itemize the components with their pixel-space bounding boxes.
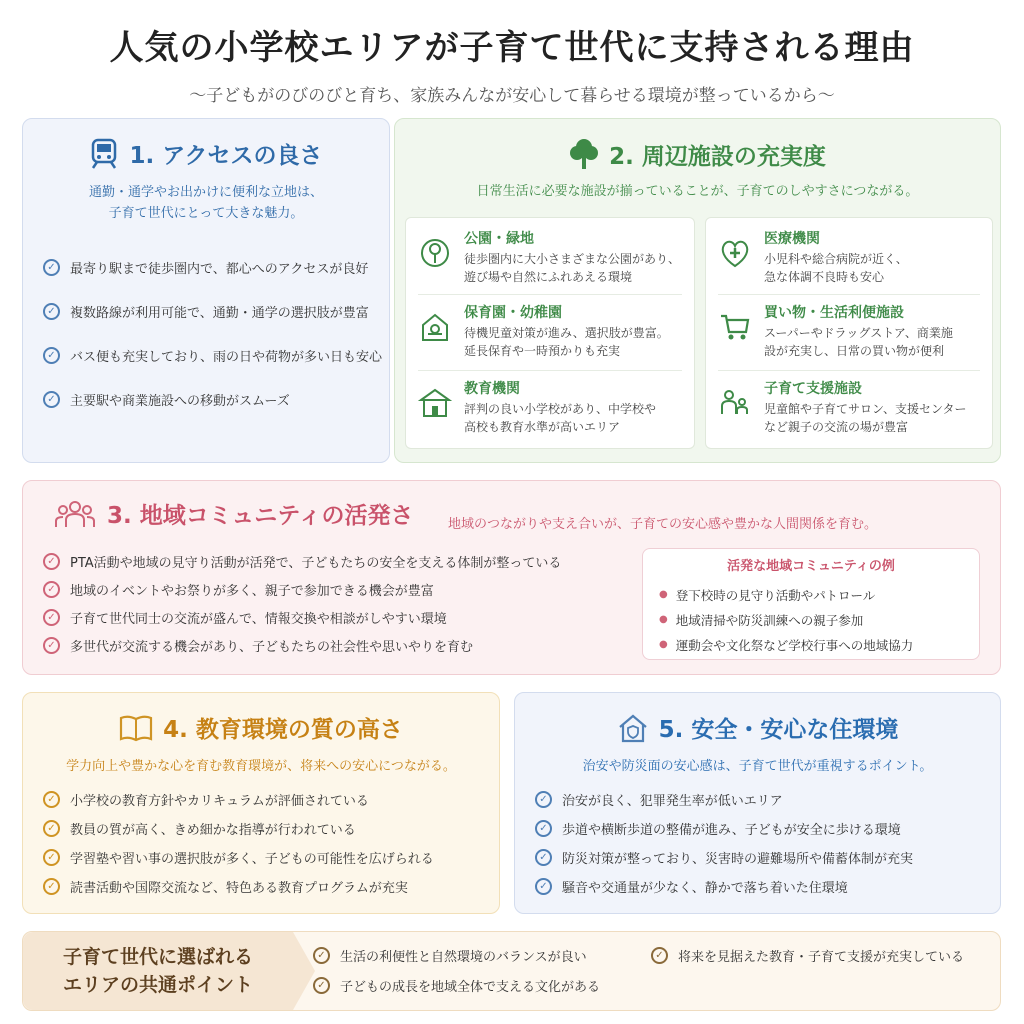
list-item [43, 843, 434, 872]
facility-desc: 急な体調不良時も安心 [764, 270, 885, 284]
book-icon [119, 714, 153, 742]
facility-desc: 待機児童対策が進み、選択肢が豊富。 [464, 326, 669, 340]
train-icon [89, 138, 119, 170]
family-icon [718, 386, 752, 420]
facility-item [706, 378, 992, 436]
facility-item [706, 228, 992, 286]
community-lead: 地域のつながりや支え合いが、子育ての安心感や豊かな人間関係を育む。 [448, 517, 878, 532]
check-icon: ✓ [535, 820, 552, 837]
house-icon [617, 713, 649, 743]
list-item [43, 814, 434, 843]
list-item-text: 生活の利便性と自然環境のバランスが良い [340, 950, 587, 965]
access-header [23, 137, 389, 170]
safety-lead: 治安や防災面の安心感は、子育て世代が重視するポイント。 [582, 759, 933, 774]
facility-title: 医療機関 [764, 231, 820, 247]
facility-desc: スーパーやドラッグストア、商業施 [764, 326, 953, 340]
check-icon: ✓ [535, 849, 552, 866]
list-item [43, 547, 561, 575]
list-item-text: 登下校時の見守り活動やパトロール [675, 587, 876, 603]
school-icon [418, 386, 452, 420]
list-item-text: 最寄り駅まで徒歩圏内で、都心へのアクセスが良好 [70, 261, 369, 277]
facilities-panel-left [405, 217, 695, 449]
check-icon: ✓ [43, 878, 60, 895]
community-examples-box [642, 548, 980, 660]
list-item [43, 289, 382, 333]
access-card [22, 118, 390, 463]
list-item-text: 子どもの成長を地域全体で支える文化がある [340, 980, 601, 995]
facility-desc: 徒歩圏内に大小さまざまな公園があり、 [464, 252, 681, 266]
page-title: 人気の小学校エリアが子育て世代に支持される理由 [109, 28, 915, 68]
check-icon: ✓ [43, 259, 60, 276]
check-icon: ✓ [535, 878, 552, 895]
safety-card [514, 692, 1001, 914]
list-item [43, 872, 434, 901]
facility-desc: 高校も教育水準が高いエリア [464, 420, 621, 434]
list-item [659, 582, 979, 607]
list-item-text: 小学校の教育方針やカリキュラムが評価されている [70, 794, 369, 809]
examples-list [659, 582, 979, 657]
education-card [22, 692, 500, 914]
community-title: 3. 地域コミュニティの活発さ [107, 503, 414, 529]
check-icon: ✓ [43, 637, 60, 654]
safety-header [515, 711, 1000, 744]
common-points-label [23, 932, 293, 1010]
list-item [43, 785, 434, 814]
list-item-text: 騒音や交通量が少なく、静かで落ち着いた住環境 [562, 881, 848, 896]
check-icon: ✓ [43, 303, 60, 320]
education-header [23, 711, 499, 744]
facility-desc: 小児科や総合病院が近く、 [764, 252, 908, 266]
check-icon: ✓ [43, 791, 60, 808]
list-item [313, 976, 600, 995]
facilities-card [394, 118, 1001, 463]
facility-desc: 延長保育や一時預かりも充実 [464, 344, 621, 358]
check-icon: ✓ [43, 347, 60, 364]
list-item-text: 学習塾や習い事の選択肢が多く、子どもの可能性を広げられる [70, 852, 434, 867]
facilities-panel-right [705, 217, 993, 449]
check-icon: ✓ [535, 791, 552, 808]
list-item-text: 治安が良く、犯罪発生率が低いエリア [562, 794, 783, 809]
bullet-icon: ● [659, 589, 668, 600]
facilities-header [395, 137, 1000, 171]
list-item [535, 785, 913, 814]
list-item [651, 946, 964, 965]
safety-list [535, 785, 913, 901]
page-subtitle: 〜子どもがのびのびと育ち、家族みんなが安心して暮らせる環境が整っているから〜 [189, 86, 835, 106]
access-lead [23, 182, 389, 224]
divider [718, 370, 980, 371]
list-item [535, 843, 913, 872]
list-item-text: 防災対策が整っており、災害時の避難場所や備蓄体制が充実 [562, 852, 914, 867]
facilities-title: 2. 周辺施設の充実度 [609, 143, 826, 170]
facility-desc: 児童館や子育てサロン、支援センター [764, 402, 967, 416]
list-item [659, 607, 979, 632]
education-list [43, 785, 434, 901]
divider [718, 294, 980, 295]
check-icon: ✓ [43, 820, 60, 837]
check-icon: ✓ [43, 553, 60, 570]
list-item [43, 245, 382, 289]
list-item-text: PTA活動や地域の見守り活動が活発で、子どもたちの安全を支える体制が整っている [70, 555, 562, 571]
facility-title: 子育て支援施設 [764, 381, 862, 397]
facility-desc: 設が充実し、日常の買い物が便利 [764, 344, 945, 358]
list-item-text: 複数路線が利用可能で、通勤・通学の選択肢が豊富 [70, 305, 369, 321]
nursery-icon [418, 310, 452, 344]
list-item [43, 377, 382, 421]
list-item-text: 子育て世代同士の交流が盛んで、情報交換や相談がしやすい環境 [70, 611, 447, 627]
facility-title: 買い物・生活利便施設 [764, 305, 904, 321]
facility-title: 教育機関 [464, 381, 520, 397]
common-points-card [22, 931, 1001, 1011]
list-item-text: 主要駅や商業施設への移動がスムーズ [70, 393, 290, 409]
list-item-text: 将来を見据えた教育・子育て支援が充実している [678, 950, 965, 965]
access-list [43, 245, 382, 421]
access-lead-line2: 子育て世代にとって大きな魅力。 [108, 206, 304, 221]
community-header [55, 497, 413, 530]
bullet-icon: ● [659, 639, 668, 650]
list-item [43, 575, 561, 603]
access-lead-line1: 通勤・通学やお出かけに便利な立地は、 [88, 185, 323, 200]
check-icon: ✓ [313, 977, 330, 994]
tree-icon [569, 137, 599, 171]
facility-item [406, 378, 694, 436]
education-title: 4. 教育環境の質の高さ [163, 717, 403, 743]
list-item [43, 603, 561, 631]
examples-title: 活発な地域コミュニティの例 [727, 559, 895, 574]
divider [418, 294, 682, 295]
park-icon [418, 236, 452, 270]
medical-icon [718, 236, 752, 270]
check-icon: ✓ [43, 581, 60, 598]
list-item [535, 814, 913, 843]
page-header [0, 20, 1024, 106]
list-item-text: 歩道や横断歩道の整備が進み、子どもが安全に歩ける環境 [562, 823, 901, 838]
facility-desc: 遊び場や自然にふれあえる環境 [464, 270, 633, 284]
facility-item [406, 302, 694, 360]
facility-item [706, 302, 992, 360]
bullet-icon: ● [659, 614, 668, 625]
facility-item [406, 228, 694, 286]
list-item-text: 地域のイベントやお祭りが多く、親子で参加できる機会が豊富 [70, 583, 434, 599]
facility-desc: など親子の交流の場が豊富 [764, 420, 909, 434]
safety-title: 5. 安全・安心な住環境 [658, 717, 899, 743]
facility-title: 公園・緑地 [464, 231, 534, 247]
access-title: 1. アクセスの良さ [129, 143, 323, 169]
people-icon [55, 499, 95, 529]
facility-desc: 評判の良い小学校があり、中学校や [464, 402, 657, 416]
common-label-line1: 子育て世代に選ばれる [62, 946, 253, 968]
list-item-text: 読書活動や国際交流など、特色ある教育プログラムが充実 [70, 881, 408, 896]
check-icon: ✓ [43, 609, 60, 626]
list-item-text: 運動会や文化祭など学校行事への地域協力 [675, 637, 914, 653]
list-item-text: 教員の質が高く、きめ細かな指導が行われている [70, 823, 356, 838]
list-item-text: バス便も充実しており、雨の日や荷物が多い日も安心 [70, 349, 383, 365]
education-lead: 学力向上や豊かな心を育む教育環境が、将来への安心につながる。 [66, 759, 456, 774]
list-item [535, 872, 913, 901]
divider [418, 370, 682, 371]
community-list [43, 547, 561, 659]
list-item-text: 地域清掃や防災訓練への親子参加 [675, 612, 864, 628]
check-icon: ✓ [43, 391, 60, 408]
list-item [659, 632, 979, 657]
check-icon: ✓ [43, 849, 60, 866]
cart-icon [718, 310, 752, 344]
list-item [313, 946, 587, 965]
facilities-lead: 日常生活に必要な施設が揃っていることが、子育てのしやすさにつながる。 [476, 184, 919, 199]
check-icon: ✓ [313, 947, 330, 964]
list-item [43, 333, 382, 377]
check-icon: ✓ [651, 947, 668, 964]
list-item-text: 多世代が交流する機会があり、子どもたちの社会性や思いやりを育む [70, 639, 474, 655]
list-item [43, 631, 561, 659]
facility-title: 保育園・幼稚園 [464, 305, 562, 321]
common-label-line2: エリアの共通ポイント [62, 974, 253, 996]
